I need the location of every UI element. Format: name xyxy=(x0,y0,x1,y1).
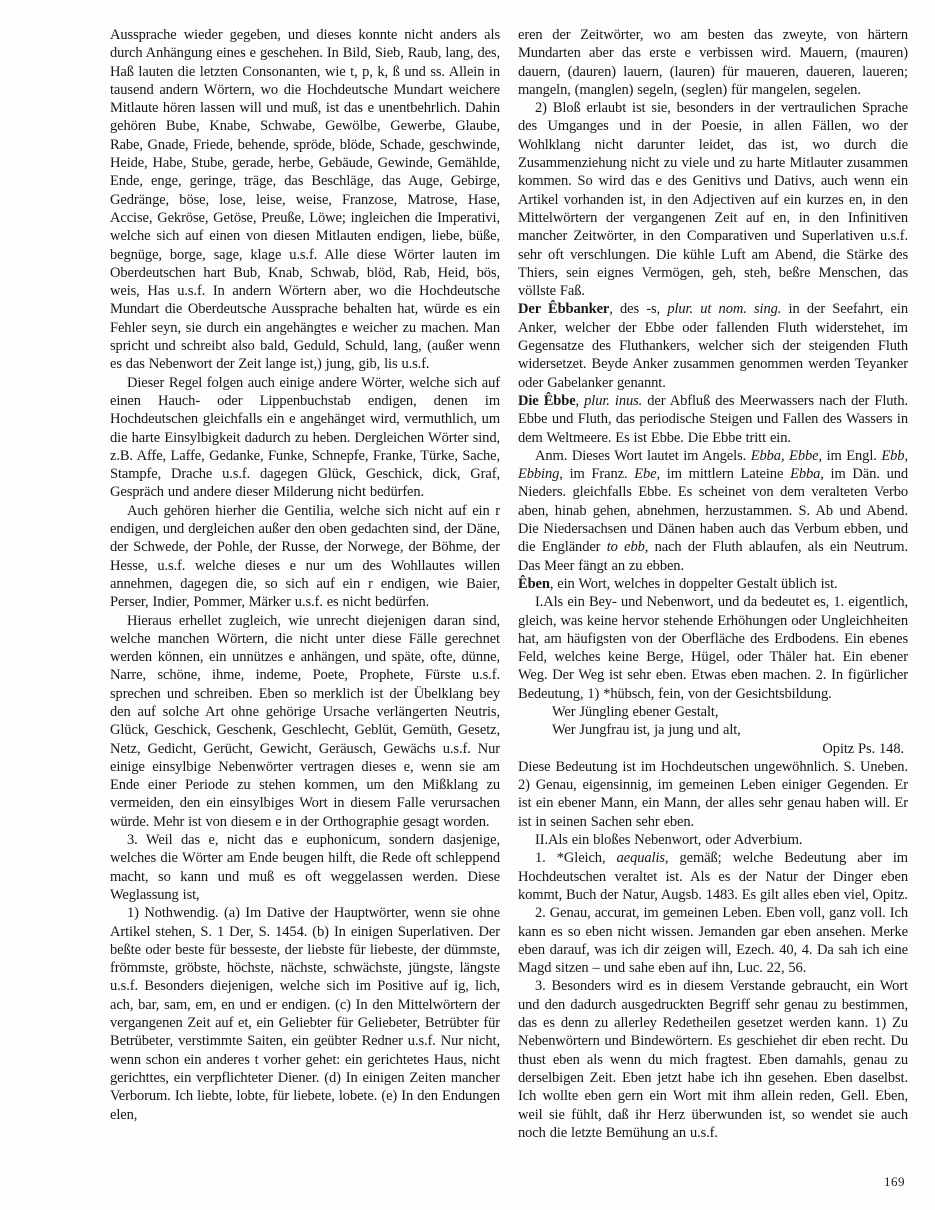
text-run: I.Als ein Bey- und Nebenwort, und da bedeutet es, 1. eigentlich, gleich, was keine hervor stehende Erhöhungen oder Ungleichheiten hat, am häufigsten von der Oberfläche des Erdbodens. Ein ebenes Feld, welches keine Berge, Hügel, oder Thäler hat. Ein ebener Weg. Der Weg ist sehr eben. Etwas eben machen. 2. In figürlicher Bedeutung, 1) *hübsch, fein, von der Gesichtsbildung. xyxy=(518,594,908,702)
text-run: Opitz Ps. 148. xyxy=(822,740,904,757)
headword: Êben xyxy=(518,575,550,592)
italic-term: aequalis, xyxy=(616,850,669,867)
left-column xyxy=(110,26,500,1142)
paragraph xyxy=(110,374,500,502)
text-run: im mittlern Lateine xyxy=(660,466,791,483)
paragraph xyxy=(518,593,908,703)
paragraph xyxy=(518,831,908,849)
text-run: Wer Jüngling ebener Gestalt, xyxy=(552,703,719,720)
text-run: im Dän. und Nieders. gleichfalls Ebbe. Es scheinet von dem veralteten Verbo aben, hinab gehen, abnehmen, herzustammen. S. Ab und Abend. Die Niedersachsen und Dänen haben auch das Verbum ebben, und die Engländer xyxy=(518,466,909,556)
text-run: der Abfluß des Meerwassers nach der Fluth. Ebbe und Fluth, das periodische Steigen und Fallen des Wassers in dem Weltmeere. Es ist Ebbe. Die Ebbe tritt ein. xyxy=(518,392,908,446)
italic-term: Ebb, Ebbing, xyxy=(518,447,908,483)
paragraph xyxy=(518,99,908,300)
italic-term: Ebba, Ebbe, xyxy=(750,447,822,464)
text-run: , xyxy=(575,392,585,409)
italic-term: to ebb, xyxy=(606,539,649,556)
text-run: 1. *Gleich, xyxy=(535,850,617,867)
page-number: 169 xyxy=(884,1174,905,1189)
right-column xyxy=(518,26,908,1142)
text-run: Diese Bedeutung ist im Hochdeutschen ungewöhnlich. S. Uneben. 2) Genau, eigensinnig, im gemeinen Leben einiger Gegenden. Er ist ein ebener Mann, ein Mann, der alles sehr genau haben will. Er ist in seinen Sachen sehr eben. xyxy=(518,758,908,830)
paragraph xyxy=(518,26,908,99)
paragraph xyxy=(518,904,908,977)
text-run: 2) Bloß erlaubt ist sie, besonders in der vertraulichen Sprache des Umganges und in der Poesie, in allen Fällen, wo der Wohlklang nicht darunter leidet, das ist, wo durch die Zusammenziehung nicht zu viele und zu harte Mitlauter zusammen kommen. So wird das e des Genitivs und Dativs, auch wenn ein Artikel vorhanden ist, in den Adjectiven auf ein kurzes en, in den Mittelwörtern der vergangenen Zeit auf en, in den Infinitiven mancher Zeitwörter, in den Comparativen und Superlativen u.s.f. sehr oft verschlungen. Die kühle Luft am Abend, die Stärke des Thiers, sein eignes Vermögen, geh, steh, beßre Menschen, das völlste Faß. xyxy=(518,100,908,300)
paragraph xyxy=(518,977,908,1142)
text-run: im Franz. xyxy=(562,466,635,483)
text-run: Anm. Dieses Wort lautet im Angels. xyxy=(535,447,751,464)
verse-line xyxy=(518,721,908,739)
italic-term: Ebe, xyxy=(634,466,661,483)
text-run: 1) Nothwendig. (a) Im Dative der Hauptwörter, wenn sie ohne Artikel stehen, S. 1 Der, S. 1454. (b) In einigen Superlativen. Der beßte oder beste für besseste, der liebste für liebeste, der dümmste, frömmste, gröbste, höchste, nächste, schwächste, jüngste, längste u.s.f. Besonders diejenigen, welche sich im Positive auf ig, lich, ach, bar, sam, em, en und er endigen. (c) In den Mittelwörtern der vergangenen Zeit auf et, ein Geliebter für Geliebeter, Betrübter für Betrübeter, verstimmte Saiten, ein geübter Redner u.s.f. Nur nicht, wenn schon ein anderes t vorher gehet: ein gerichtetes Haus, nicht gerichttes, ein verpflichteter Diener. (d) In einigen Zeiten mancher Verborum. Ich liebte, lobte, für liebete, lobete. (e) In den Endungen elen, xyxy=(110,905,500,1123)
paragraph xyxy=(110,502,500,612)
text-run: eren der Zeitwörter, wo am besten das zweyte, von härtern Mundarten aber das erste e verbissen wird. Mauern, (mauren) dauern, (dauren) lauern, (lauren) für maueren, daueren, laueren; mangeln, (manglen) segeln, (seglen) für mangelen, segelen. xyxy=(518,27,908,98)
paragraph xyxy=(110,831,500,904)
text-run: Hieraus erhellet zugleich, wie unrecht diejenigen daran sind, welche manchen Wörtern, die nicht unter diese Fälle gerechnet werden können, ein unnützes e anhängen, und späte, ofte, dünne, Narre, schöne, ihme, indeme, Poete, Prophete, Fürste u.s.f. sprechen und schreiben. Eben so merklich ist der Übelklang bey den auf solche Art ohne gehörige Ursache verlängerten Neutris, Glück, Geschick, Geschenk, Geschlecht, Geblüt, Gemüth, Gesetz, Netz, Gedicht, Gerücht, Gewicht, Geräusch, Gewächs u.s.f. Nur einige einsylbige Nebenwörter vertragen dieses e, wenn sie am Ende einer Periode zu stehen kommen, um den Mißklang zu vermeiden, den ein einsylbiges Wort in diesem Falle verursachen würde. Mehr ist von diesem e in der Orthographie gesagt worden. xyxy=(110,612,500,830)
italic-term: Ebba, xyxy=(790,466,824,483)
text-run: Auch gehören hierher die Gentilia, welche sich nicht auf ein r endigen, und dergleichen außer den oben gedachten sind, der Däne, der Schwede, der Pohle, der Russe, der Norwege, der Böhme, der Hesse, u.s.f. welche dieses e nur um des Wohllautes willen annehmen, dagegen die, so sich auf ein r endigen, wie Baier, Perser, Indier, Pommer, Märker u.s.f. es nicht bedürfen. xyxy=(110,502,500,611)
italic-term: plur. ut nom. sing. xyxy=(667,301,782,318)
text-run: II.Als ein bloßes Nebenwort, oder Adverbium. xyxy=(535,832,803,849)
paragraph xyxy=(110,612,500,832)
headword: Der Êbbanker xyxy=(518,301,610,318)
italic-term: plur. inus. xyxy=(584,392,643,409)
text-columns xyxy=(110,26,908,1142)
text-run: Wer Jungfrau ist, ja jung und alt, xyxy=(552,722,741,739)
text-run: im Engl. xyxy=(821,447,882,464)
text-run: 3. Weil das e, nicht das e euphonicum, sondern dasjenige, welches die Wörter am Ende beugen hilft, die Rede oft schleppend macht, so kann und muß es oft weggelassen werden. Diese Weglassung ist, xyxy=(110,832,500,903)
paragraph xyxy=(518,758,908,831)
dictionary-entry xyxy=(518,300,908,391)
paragraph xyxy=(518,849,908,904)
text-run: Aussprache wieder gegeben, und dieses konnte nicht anders als durch Anhängung eines e geschehen. In Bild, Sieb, Raub, lang, des, Haß lauten die letzten Consonanten, wie t, p, k, ß und ss. Allein in tausend andern Wörtern, wo die Hochdeutsche Mundart weichere Mitlaute hören lassen will und muß, ist das e unentbehrlich. Dahin gehören Bube, Knabe, Schwabe, Gewölbe, Gewerbe, Glaube, Rabe, Gnade, Friede, behende, spröde, blöde, Schade, geschwinde, Heide, Habe, Stube, gerade, herbe, Gebäude, Gewinde, Gemählde, Ende, enge, geringe, träge, das Beschläge, das Auge, Gebirge, Gedränge, böse, lose, leise, weise, Franzose, Matrose, Hase, Accise, Gekröse, Getöse, Preuße, Löwe; ingleichen die Imperativi, welche sich auf einen von diesen Mitlauten endigen, liebe, büße, begnüge, borge, sage, klage u.s.f. Alle diese Wörter lauten im Oberdeutschen hart Bub, Knab, Schwab, blöd, Rab, Heid, bös, weis, Has u.s.f. In andern Wörtern aber, wo die Hochdeutsche Mundart die Oberdeutsche Aussprache behalten hat, würde es ein Fehler seyn, sie durch ein angehängtes e weicher zu machen. Man spricht und schreibt also bald, Geduld, Schuld, lang, (außer wenn es das Nebenwort der Zeit lange ist,) jung, gib, lis u.s.f. xyxy=(110,27,500,373)
dictionary-entry xyxy=(518,575,908,593)
text-run: Dieser Regel folgen auch einige andere Wörter, welche sich auf einen Hauch- oder Lippenbuchstab endigen, denen im Hochdeutschen gleichfalls ein e angehänget wird, vermuthlich, um die harte Einsylbigkeit dadurch zu heben. Dergleichen Wörter sind, z.B. Affe, Laffe, Gedanke, Funke, Schnepfe, Franke, Türke, Sache, Stampfe, Drache u.s.f. dagegen Glück, Geschick, dick, Graf, Gespräch und andere dieser Milderung nicht bedürfen. xyxy=(110,374,500,501)
paragraph xyxy=(518,447,908,575)
text-run: , des -s, xyxy=(609,301,668,318)
verse-line xyxy=(518,703,908,721)
text-run: 3. Besonders wird es in diesem Verstande gebraucht, ein Wort und den dadurch ausgedruckten Begriff sehr genau zu bestimmen, das es denn zu allerley Redetheilen gesetzet werden kann. 1) Zu Nebenwörtern und Bindewörtern. Es geschiehet dir eben recht. Du thust eben als wenn du mich fragtest. Eben damahls, genau zu derselbigen Zeit. Eben jetzt habe ich ihn gesehen. Eben daselbst. Ich wollte eben gern ein Wort mit ihm allein reden, Gell. Eben, weil sie fühlt, daß ihr Herz überwunden ist, so wendet sie auch noch die letzte Bemühung an u.s.f. xyxy=(518,978,908,1141)
paragraph xyxy=(110,904,500,1124)
text-run: 2. Genau, accurat, im gemeinen Leben. Eben voll, ganz voll. Ich kann es so eben nicht wissen. Jemanden gar eben ansehen. Merke eben darauf, was ich dir zeigen will, Ezech. 40, 4. Da sah ich eine Magd sitzen – und sahe eben auf ihn, Luc. 22, 56. xyxy=(518,905,908,977)
dictionary-entry xyxy=(518,392,908,447)
citation xyxy=(518,740,908,758)
paragraph xyxy=(110,26,500,374)
text-run: nach der Fluth ablaufen, als ein Neutrum. Das Meer fängt an zu ebben. xyxy=(518,539,909,574)
text-run: in der Seefahrt, ein Anker, welcher der Ebbe oder fallenden Fluth widerstehet, im Gegensatze des Fluthankers, welcher sich der steigenden Fluth widersetzet. Beyde Anker zusammen genommen werden Teyanker oder Gabelanker genannt. xyxy=(518,301,908,391)
text-run: gemäß; welche Bedeutung aber im Hochdeutschen veraltet ist. Als es der Natur der Dinger eben kommt, Buch der Natur, Augsb. 1483. Es gilt alles eben viel, Opitz. xyxy=(518,850,908,903)
headword: Die Êbbe xyxy=(518,392,576,409)
text-run: , ein Wort, welches in doppelter Gestalt üblich ist. xyxy=(549,575,838,592)
